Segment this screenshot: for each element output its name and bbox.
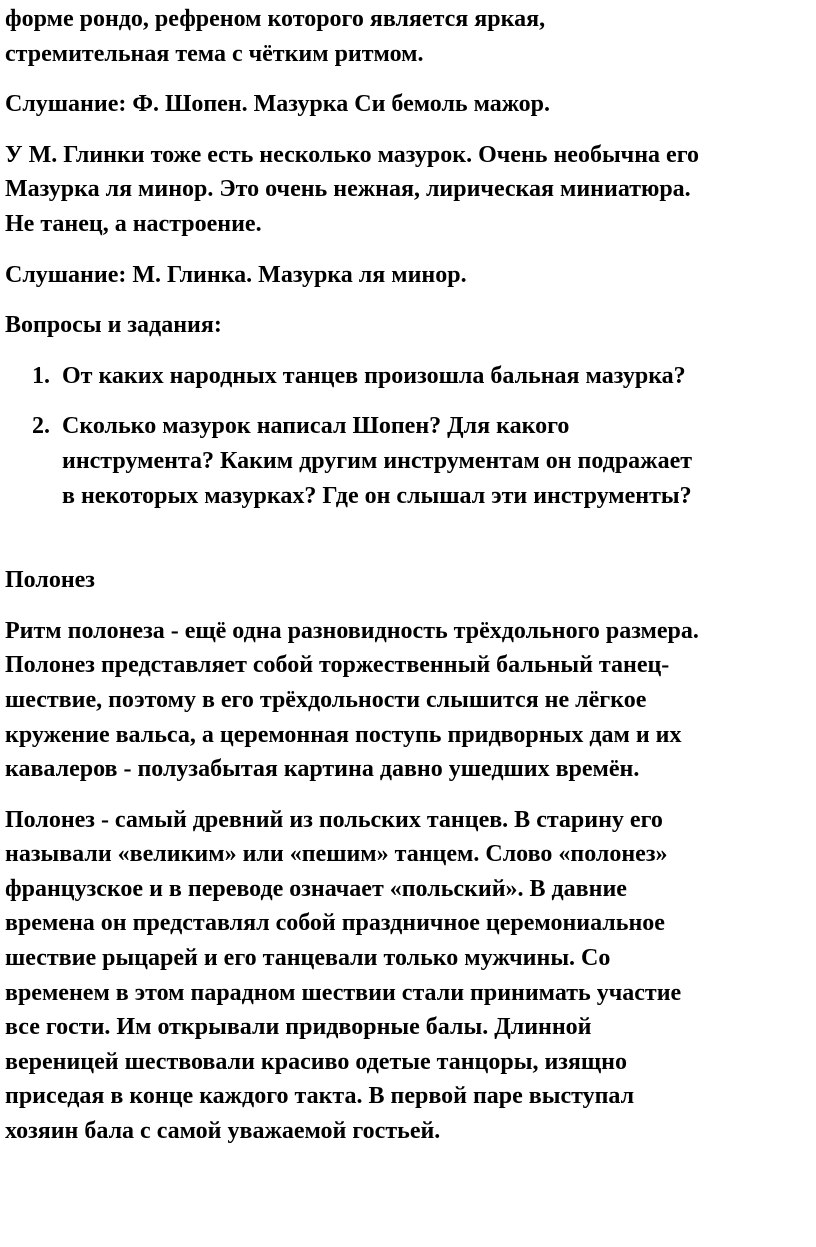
paragraph-listening-chopin	[5, 87, 816, 122]
text-line: времена он представлял собой праздничное церемониальное	[5, 910, 665, 937]
text-line: Сколько мазурок написал Шопен? Для какого	[62, 413, 570, 440]
list-item-number: 2.	[32, 413, 50, 440]
text-line: форме рондо, рефреном которого является яркая,	[5, 6, 546, 32]
text-line: Полонез представляет собой торжественный бальный танец-	[5, 652, 670, 679]
paragraph-polonaise-history	[5, 803, 816, 1149]
paragraph-polonaise-rhythm	[5, 614, 816, 787]
text-line: французское и в переводе означает «польский». В давние	[5, 875, 627, 902]
text-line: кружение вальса, а церемонная поступь придворных дам и их	[5, 721, 682, 748]
text-line: Слушание: Ф. Шопен. Мазурка Си бемоль мажор.	[5, 91, 550, 118]
text-line: Полонез	[5, 567, 95, 594]
text-line: Не танец, а настроение.	[5, 210, 262, 237]
text-line: стремительная тема с чётким ритмом.	[5, 40, 424, 67]
text-line: Полонез - самый древний из польских танцев. В старину его	[5, 806, 663, 833]
text-line: все гости. Им открывали придворные балы. Длинной	[5, 1014, 592, 1041]
paragraph-glinka	[5, 138, 816, 242]
questions-list	[5, 359, 816, 513]
text-line: хозяин бала с самой уважаемой гостьей.	[5, 1118, 441, 1145]
text-line: Вопросы и задания:	[5, 312, 222, 339]
text-line: Мазурка ля минор. Это очень нежная, лирическая миниатюра.	[5, 176, 691, 203]
text-line: Ритм полонеза - ещё одна разновидность трёхдольного размера.	[5, 617, 699, 644]
questions-heading	[5, 308, 816, 343]
paragraph-listening-glinka	[5, 258, 816, 293]
text-line: вереницей шествовали красиво одетые танцоры, изящно	[5, 1048, 627, 1075]
blank-line	[5, 529, 816, 563]
list-item	[5, 359, 816, 394]
list-item	[5, 409, 816, 513]
section-title-polonaise	[5, 563, 816, 598]
paragraph-rondo	[5, 2, 816, 71]
text-line: инструмента? Каким другим инструментам он подражает	[62, 447, 693, 474]
text-line: шествие, поэтому в его трёхдольности слышится не лёгкое	[5, 686, 647, 713]
text-line: У М. Глинки тоже есть несколько мазурок. Очень необычна его	[5, 141, 699, 168]
text-line: шествие рыцарей и его танцевали только мужчины. Со	[5, 945, 611, 972]
text-line: называли «великим» или «пешим» танцем. Слово «полонез»	[5, 841, 668, 868]
text-line: От каких народных танцев произошла бальная мазурка?	[62, 362, 686, 389]
list-item-number: 1.	[32, 362, 50, 389]
text-line: кавалеров - полузабытая картина давно ушедших времён.	[5, 756, 640, 783]
text-line: временем в этом парадном шествии стали принимать участие	[5, 979, 682, 1006]
text-line: Слушание: М. Глинка. Мазурка ля минор.	[5, 261, 467, 288]
text-line: приседая в конце каждого такта. В первой паре выступал	[5, 1083, 635, 1110]
text-line: в некоторых мазурках? Где он слышал эти инструменты?	[62, 482, 692, 509]
